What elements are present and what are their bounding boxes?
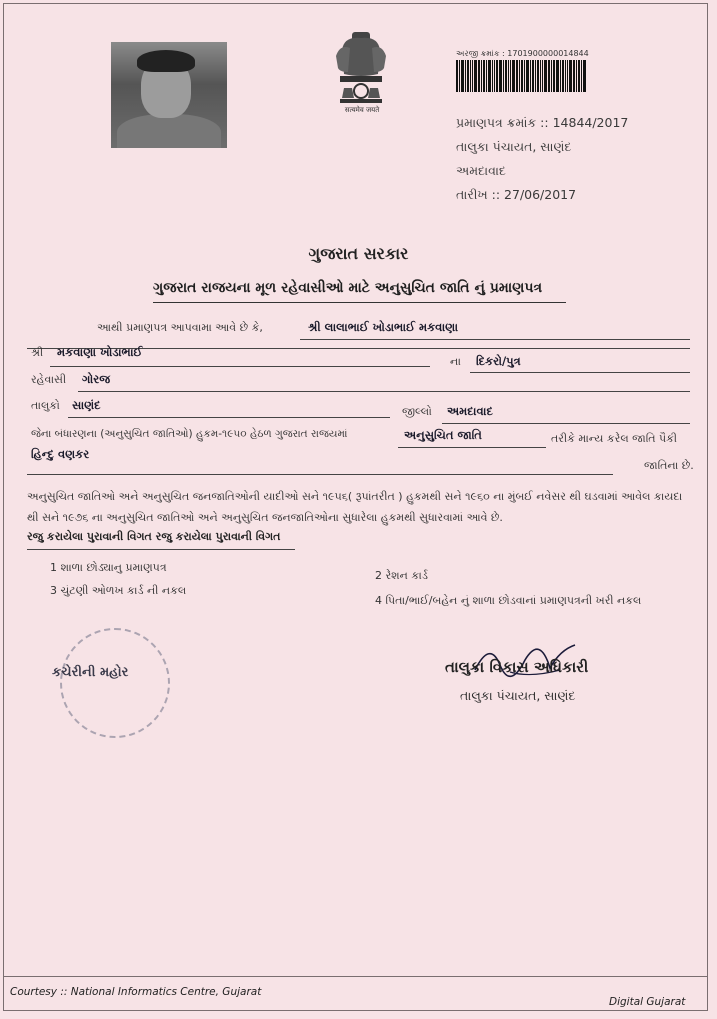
village-line [78, 391, 690, 392]
category: અનુસુચિત જાતિ [404, 428, 482, 442]
caste-line [27, 474, 613, 475]
shri-label: શ્રી [31, 346, 44, 359]
applicant-photo [111, 42, 227, 148]
resident-label: રહેવાસી [31, 373, 67, 386]
applicant-name: શ્રી લાલાભાઈ ખોડાભાઈ મકવાણા [308, 320, 459, 334]
evidence-item: 1 શાળા છોડ્યાનુ પ્રમાણપત્ર [50, 561, 167, 574]
caste: હિન્દુ વણકર [31, 447, 90, 461]
evidence-item: 3 ચુંટણી ઓળખ કાર્ડ ની નકલ [50, 584, 187, 597]
issuing-district: અમદાવાદ [456, 163, 506, 178]
parent-name-line [50, 366, 430, 367]
taluka: સાણંદ [72, 398, 101, 412]
issue-date: તારીખ :: 27/06/2017 [456, 187, 577, 202]
taluka-label: તાલુકો [31, 399, 60, 412]
relation-line [470, 372, 690, 373]
parent-name: મકવાણા ખોડાભાઈ [57, 345, 143, 359]
title-underline [153, 302, 566, 303]
district: અમદાવાદ [447, 404, 493, 418]
issuing-office: તાલુકા પંચાયત, સાણંદ [456, 139, 572, 154]
constitution-label: જેના બંધારણના (અનુસુચિત જાતિઓ) હુકમ-૧૯૫૦ હેઠળ ગુજરાત રાજયમાં [31, 428, 348, 440]
application-number: અરજી ક્રમાંક : 1701900000014844 [456, 49, 589, 58]
taluka-line [68, 417, 390, 418]
na-label: ના [450, 355, 461, 368]
village: ગોરજ [82, 372, 111, 386]
barcode [456, 60, 606, 92]
certificate-title: ગુજરાત રાજયના મૂળ રહેવાસીઓ માટે અનુસુચિત જાતિ નું પ્રમાણપત્ર [153, 280, 543, 296]
emblem-caption: सत्यमेव जयते [344, 106, 380, 114]
intro-label: આથી પ્રમાણપત્ર આપવામા આવે છે કે, [97, 321, 263, 334]
evidence-item: 4 પિતા/ભાઈ/બહેન નું શાળા છોડવાનાં પ્રમાણપત્રની ખરી નકલ [375, 594, 642, 607]
evidence-item: 2 રેશન કાર્ડ [375, 569, 428, 582]
certificate-number: પ્રમાણપત્ર ક્રમાંક :: 14844/2017 [456, 115, 629, 130]
office-seal [60, 628, 170, 738]
evidence-heading-line [27, 549, 295, 550]
category-line [398, 447, 546, 448]
footer-digital-gujarat: Digital Gujarat [609, 996, 686, 1008]
applicant-name-line [300, 339, 690, 340]
recognized-label: તરીકે માન્ય કરેલ જાતિ પૈકી [551, 432, 678, 445]
district-label: જીલ્લો [402, 405, 432, 418]
signatory-title: તાલુકા વિકાસ અધિકારી [445, 658, 589, 676]
seal-text: કચેરીની મહોર [52, 665, 129, 680]
district-line [442, 423, 690, 424]
legal-paragraph: અનુસુચિત જાતિઓ અને અનુસુચિત જનજાતિઓની યાદીઓ સને ૧૯૫૬( રૂપાંતરીત ) હુકમથી સને ૧૯૬૦ ના મુંબઈ નવેસર થી ઘડવામાં આવેલ કાયદા થી સને ૧૯૭૬ ના અનુસુચિત જાતિઓ અને અનુસુચિત જનજાતિઓના સુધારેલા હુકમથી સુધારવામાં આવે છે. [27, 490, 683, 524]
government-title: ગુજરાત સરકાર [308, 244, 409, 263]
footer-divider [3, 976, 708, 977]
caste-suffix: જાતિના છે. [644, 459, 694, 472]
evidence-heading: રજુ કરાયેલા પુરાવાની વિગત રજુ કરાયેલા પુરાવાની વિગત [27, 530, 281, 543]
footer-courtesy: Courtesy :: National Informatics Centre, Gujarat [10, 986, 262, 998]
relation: દિકરો/પુત્ર [476, 354, 521, 368]
signatory-office: તાલુકા પંચાયત, સાણંદ [460, 688, 576, 703]
